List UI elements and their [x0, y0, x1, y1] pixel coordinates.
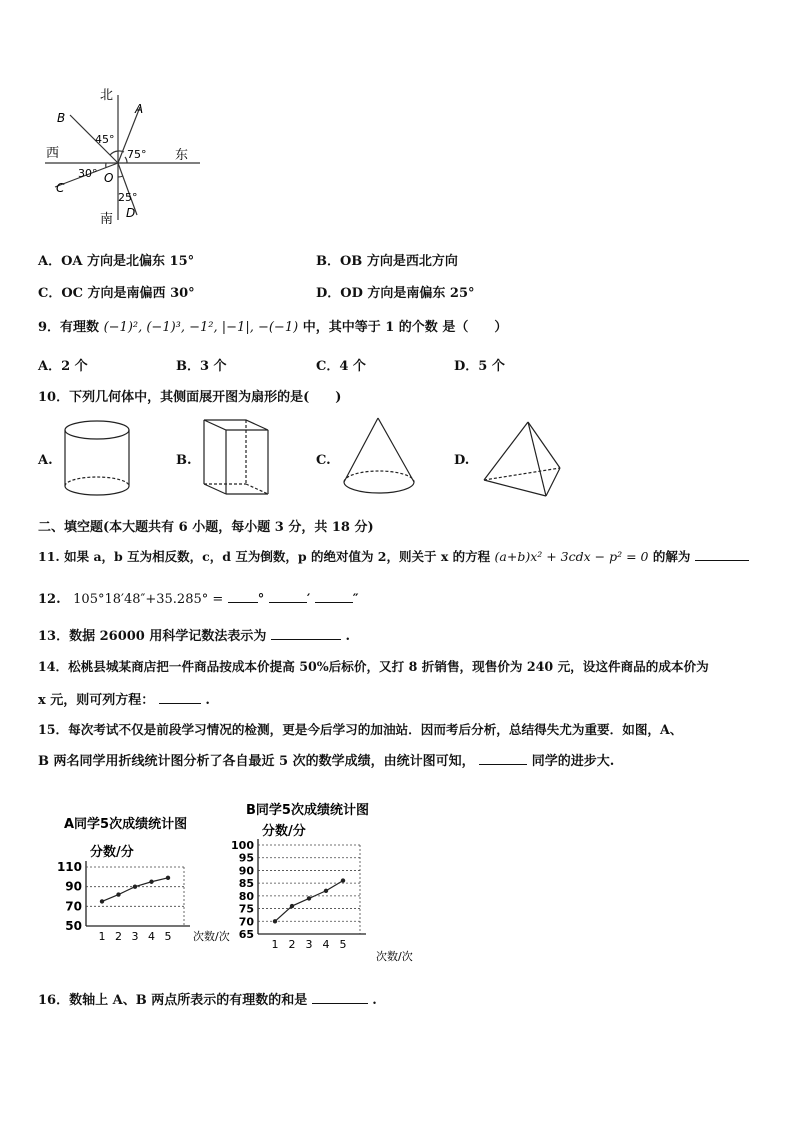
pyramid-figure	[478, 418, 563, 503]
q10-option-d: D.	[454, 453, 470, 468]
q14-answer-blank[interactable]	[159, 691, 201, 704]
q12-minute-mark: ′	[306, 592, 311, 607]
chart-b-point	[324, 889, 328, 893]
q11-expression: (a+b)x² + 3cdx − p² = 0	[494, 549, 649, 564]
q12-expression: 105°18′48″+35.285° =	[73, 592, 224, 607]
label-a: A	[135, 102, 144, 116]
chart-a-title: A同学5次成绩统计图	[64, 817, 188, 832]
q14-line2-text: x 元，则可列方程：	[38, 693, 155, 708]
compass-figure	[40, 85, 210, 230]
chart-b-point	[273, 919, 277, 923]
chart-a-xtick-label: 3	[131, 930, 139, 943]
angle-45: 45°	[95, 133, 115, 146]
q15-line1: 15．每次考试不仅是前段学习情况的检测，更是今后学习的加油站．因而考后分析，总结得失尤为重要．如图，A、	[38, 722, 683, 737]
chart-b-ytick-label: 70	[238, 915, 254, 929]
q10-option-b: B.	[176, 453, 192, 468]
q11-answer-blank[interactable]	[695, 548, 749, 561]
q13-text: 13．数据 26000 用科学记数法表示为	[38, 629, 267, 644]
chart-b-ytick-label: 90	[238, 864, 254, 878]
chart-b-ytick-label: 85	[238, 877, 254, 891]
label-c: C	[56, 181, 65, 195]
chart-b-ytick-label: 100	[231, 839, 254, 852]
chart-a-xtick-label: 1	[98, 930, 106, 943]
q10-stem: 10．下列几何体中，其侧面展开图为扇形的是( )	[38, 390, 342, 405]
q13	[38, 625, 350, 644]
chart-b-point	[290, 904, 294, 908]
cylinder-figure	[60, 418, 135, 500]
angle-30: 30°	[78, 167, 98, 180]
chart-b-ylabel: 分数/分	[262, 824, 306, 839]
chart-a-xlabel: 次数/次	[193, 930, 230, 943]
chart-a-xtick-label: 5	[164, 930, 172, 943]
triangular-prism-figure	[198, 414, 278, 500]
q14-line2	[38, 689, 210, 708]
chart-b-xtick-label: 1	[271, 938, 279, 951]
q16-text: 16．数轴上 A、B 两点所表示的有理数的和是	[38, 993, 308, 1008]
q11-tail: 的解为	[652, 549, 691, 564]
chart-a-ylabel: 分数/分	[90, 845, 134, 860]
q12-degree-blank[interactable]	[228, 590, 258, 603]
cone-figure	[340, 414, 420, 500]
q8-option-d: D．OD 方向是南偏东 25°	[316, 286, 475, 301]
chart-a-xtick-label: 2	[115, 930, 122, 943]
east-label: 东	[175, 148, 189, 163]
q8-option-a: A．OA 方向是北偏东 15°	[38, 254, 195, 269]
q8-option-c: C．OC 方向是南偏西 30°	[38, 286, 195, 301]
chart-a	[56, 812, 245, 947]
q15-answer-blank[interactable]	[479, 752, 527, 765]
q9-option-c: C．4 个	[316, 359, 366, 374]
q9-stem	[38, 316, 507, 335]
q12-degree-mark: °	[257, 592, 265, 607]
q16-answer-blank[interactable]	[312, 991, 368, 1004]
chart-a-point	[116, 892, 120, 896]
chart-b-ytick-label: 75	[238, 902, 254, 916]
q16	[38, 989, 377, 1008]
angle-25: 25°	[118, 191, 138, 204]
chart-b-point	[341, 878, 345, 882]
chart-b-point	[307, 896, 311, 900]
q13-answer-blank[interactable]	[271, 627, 341, 640]
chart-a-point	[133, 884, 137, 888]
chart-a-ytick-label: 70	[65, 899, 82, 914]
q12-second-blank[interactable]	[315, 590, 353, 603]
chart-b-xtick-label: 3	[305, 938, 313, 951]
q10-option-c: C.	[316, 453, 331, 468]
q15-line2	[38, 750, 614, 769]
q9-expression: (−1)², (−1)³, −1², |−1|, −(−1)	[103, 320, 299, 335]
chart-b-ytick-label: 95	[238, 851, 254, 865]
chart-b-series-line	[275, 881, 343, 922]
q14-tail: .	[205, 693, 210, 708]
q9-option-b: B．3 个	[176, 359, 227, 374]
chart-b	[232, 800, 432, 970]
chart-b-xtick-label: 2	[288, 938, 296, 951]
q12-minute-blank[interactable]	[269, 590, 307, 603]
q9-option-a: A．2 个	[38, 359, 88, 374]
chart-a-point	[166, 876, 170, 880]
chart-a-point	[149, 880, 153, 884]
chart-a-xtick-label: 4	[148, 930, 155, 943]
q8-option-b: B．OB 方向是西北方向	[316, 254, 458, 269]
chart-b-ytick-label: 65	[238, 928, 254, 941]
q15-tail: 同学的进步大.	[531, 754, 615, 769]
chart-b-xtick-label: 4	[322, 938, 330, 951]
chart-b-xtick-label: 5	[339, 938, 347, 951]
q12	[38, 590, 359, 607]
q9-stem-pre: 9．有理数	[38, 320, 100, 335]
chart-b-title: B同学5次成绩统计图	[246, 803, 369, 818]
q11	[38, 547, 749, 565]
q9-option-d: D．5 个	[454, 359, 505, 374]
q16-tail: .	[372, 993, 377, 1008]
west-label: 西	[46, 146, 60, 161]
chart-a-ytick-label: 90	[65, 879, 82, 894]
label-d: D	[126, 206, 136, 220]
section-heading: 二、填空题(本大题共有 6 小题，每小题 3 分，共 18 分)	[38, 520, 374, 535]
angle-75: 75°	[127, 148, 147, 161]
chart-a-series-line	[102, 878, 168, 902]
chart-a-ytick-label: 110	[56, 860, 82, 874]
q10-option-a: A.	[38, 453, 53, 468]
north-label: 北	[100, 88, 114, 103]
label-b: B	[57, 111, 66, 125]
south-label: 南	[100, 212, 114, 227]
chart-a-point	[100, 899, 104, 903]
chart-a-ytick-label: 50	[65, 919, 82, 933]
chart-b-ytick-label: 80	[238, 889, 254, 903]
chart-b-xlabel: 次数/次	[376, 950, 413, 963]
q12-second-mark: ″	[352, 592, 359, 607]
label-o: O	[104, 171, 114, 185]
q13-tail: .	[345, 629, 350, 644]
q15-line2-text: B 两名同学用折线统计图分析了各自最近 5 次的数学成绩，由统计图可知，	[38, 754, 475, 769]
q9-stem-post: 中，其中等于 1 的个数 是（ ）	[302, 320, 508, 335]
q12-label: 12.	[38, 592, 61, 607]
q11-text: 11. 如果 a，b 互为相反数，c，d 互为倒数，p 的绝对值为 2，则关于 x 的方程	[38, 549, 491, 564]
q14-line1: 14．松桃县城某商店把一件商品按成本价提高 50%后标价，又打 8 折销售，现售价为 240 元，设这件商品的成本价为	[38, 659, 709, 674]
